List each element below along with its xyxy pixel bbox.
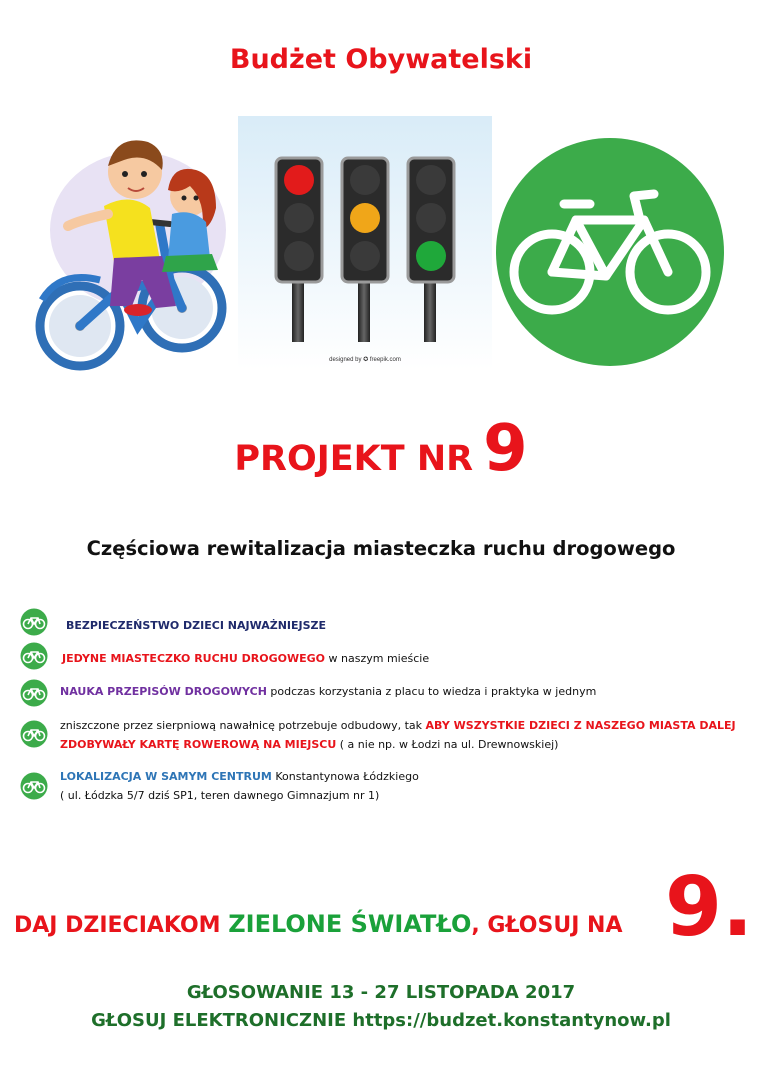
traffic-lights-image	[238, 116, 492, 370]
bicycle-sign-icon	[494, 136, 726, 368]
call-to-action	[0, 860, 762, 960]
bullet-4-text: zniszczone przez sierpniową nawałnicę potrzebuje odbudowy, tak	[60, 719, 426, 732]
page-title: Budżet Obywatelski	[229, 44, 533, 75]
bicycle-bullet-icon	[20, 642, 48, 670]
bullet-3	[60, 682, 596, 701]
bullet-1-text: BEZPIECZEŃSTWO DZIECI NAJWAŻNIEJSZE	[66, 619, 327, 632]
project-subtitle: Częściowa rewitalizacja miasteczka ruchu drogowego	[86, 537, 676, 560]
bullet-4	[60, 716, 736, 754]
bullet-1	[66, 616, 326, 635]
bullet-5-emph: LOKALIZACJA W SAMYM CENTRUM	[60, 770, 272, 783]
project-number: 9	[483, 412, 528, 486]
cta-green-light: ZIELONE ŚWIATŁO	[228, 910, 472, 938]
bicycle-bullet-icon	[20, 608, 48, 636]
bullet-5-text: Konstantynowa Łódzkiego	[271, 770, 419, 783]
cta-big-number: 9.	[665, 860, 754, 955]
cta-part-1: DAJ DZIECIAKOM	[14, 913, 229, 938]
bullet-4-text-2: ( a nie np. w Łodzi na ul. Drewnowskiej)	[336, 738, 559, 751]
bullet-4-emph-2: ZDOBYWAŁY KARTĘ ROWEROWĄ NA MIEJSCU	[60, 738, 337, 751]
bicycle-bullet-icon	[20, 720, 48, 748]
bicycle-bullet-icon	[20, 772, 48, 800]
kids-bicycle-illustration	[20, 130, 232, 372]
project-number-heading	[0, 412, 762, 486]
bullet-2-emph: JEDYNE MIASTECZKO RUCHU DROGOWEGO	[62, 652, 326, 665]
bullet-2	[62, 649, 429, 668]
bullet-5-address: ( ul. Łódzka 5/7 dziś SP1, teren dawnego Gimnazjum nr 1)	[60, 789, 380, 802]
bicycle-bullet-icon	[20, 679, 48, 707]
voting-online-link[interactable]: GŁOSUJ ELEKTRONICZNIE https://budzet.konstantynow.pl	[91, 1010, 671, 1031]
cta-part-3: , GŁOSUJ NA	[471, 913, 623, 938]
image-credit: designed by ✪ freepik.com	[329, 357, 401, 363]
bullet-3-text: podczas korzystania z placu to wiedza i praktyka w jednym	[266, 685, 597, 698]
bullet-3-emph: NAUKA PRZEPISÓW DROGOWYCH	[60, 685, 267, 698]
bullet-2-text: w naszym mieście	[325, 652, 430, 665]
project-label: PROJEKT NR	[234, 439, 474, 479]
voting-dates: GŁOSOWANIE 13 - 27 LISTOPADA 2017	[186, 982, 576, 1003]
bullet-4-emph: ABY WSZYSTKIE DZIECI Z NASZEGO MIASTA DALEJ	[425, 719, 736, 732]
bullet-5	[60, 767, 419, 805]
